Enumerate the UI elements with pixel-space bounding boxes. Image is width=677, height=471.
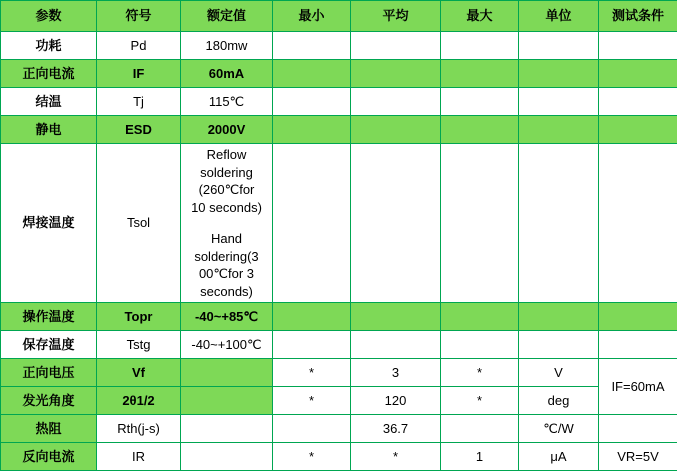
table-row — [1, 331, 677, 359]
row-param: 保存温度 — [1, 331, 97, 359]
row-condition — [599, 303, 677, 331]
row-max — [441, 60, 519, 88]
row-unit: ℃/W — [519, 415, 599, 443]
table-row — [1, 32, 677, 60]
row-max — [441, 32, 519, 60]
row-param: 功耗 — [1, 32, 97, 60]
row-max: * — [441, 359, 519, 387]
row-unit: V — [519, 359, 599, 387]
column-header-typ: 平均 — [351, 1, 441, 32]
row-rating: -40~+100℃ — [181, 331, 273, 359]
table-row — [1, 443, 677, 471]
column-header-max: 最大 — [441, 1, 519, 32]
row-max — [441, 331, 519, 359]
row-rating: 115℃ — [181, 88, 273, 116]
row-unit: deg — [519, 387, 599, 415]
row-max — [441, 144, 519, 303]
row-param: 正向电流 — [1, 60, 97, 88]
table-header — [1, 1, 677, 32]
row-min: * — [273, 387, 351, 415]
reflow-line-1: Reflow — [183, 146, 270, 164]
row-rating: 2000V — [181, 116, 273, 144]
row-typ — [351, 303, 441, 331]
row-param: 发光角度 — [1, 387, 97, 415]
row-rating — [181, 387, 273, 415]
row-typ: * — [351, 443, 441, 471]
column-header-symbol: 符号 — [97, 1, 181, 32]
row-symbol: Rth(j-s) — [97, 415, 181, 443]
column-header-rating: 额定值 — [181, 1, 273, 32]
hand-line-4: seconds) — [183, 283, 270, 301]
row-unit — [519, 144, 599, 303]
row-unit — [519, 331, 599, 359]
row-max — [441, 303, 519, 331]
row-param: 焊接温度 — [1, 144, 97, 303]
row-rating-solder — [181, 144, 273, 303]
row-min — [273, 331, 351, 359]
table-row — [1, 415, 677, 443]
row-condition — [599, 116, 677, 144]
table-row — [1, 387, 677, 415]
row-min — [273, 144, 351, 303]
row-condition — [599, 331, 677, 359]
row-param: 静电 — [1, 116, 97, 144]
row-symbol: IF — [97, 60, 181, 88]
table-row — [1, 144, 677, 303]
row-max — [441, 415, 519, 443]
row-condition — [599, 88, 677, 116]
row-rating — [181, 443, 273, 471]
row-min: * — [273, 359, 351, 387]
row-rating: -40~+85℃ — [181, 303, 273, 331]
row-typ — [351, 331, 441, 359]
column-header-param: 参数 — [1, 1, 97, 32]
row-symbol: IR — [97, 443, 181, 471]
row-param: 操作温度 — [1, 303, 97, 331]
row-min — [273, 32, 351, 60]
column-header-unit: 单位 — [519, 1, 599, 32]
row-max: 1 — [441, 443, 519, 471]
row-typ: 36.7 — [351, 415, 441, 443]
solder-spacer — [183, 216, 270, 230]
row-typ — [351, 88, 441, 116]
row-typ — [351, 32, 441, 60]
row-unit — [519, 60, 599, 88]
row-unit — [519, 88, 599, 116]
row-max — [441, 116, 519, 144]
hand-line-2: soldering(3 — [183, 248, 270, 266]
row-rating — [181, 415, 273, 443]
row-condition — [599, 32, 677, 60]
table-row — [1, 359, 677, 387]
row-unit — [519, 116, 599, 144]
hand-line-3: 00℃for 3 — [183, 265, 270, 283]
row-unit — [519, 32, 599, 60]
row-min — [273, 415, 351, 443]
row-symbol: 2θ1/2 — [97, 387, 181, 415]
row-max: * — [441, 387, 519, 415]
reflow-line-4: 10 seconds) — [183, 199, 270, 217]
row-unit — [519, 303, 599, 331]
row-param: 结温 — [1, 88, 97, 116]
table-body — [1, 32, 677, 471]
row-symbol: ESD — [97, 116, 181, 144]
row-typ — [351, 60, 441, 88]
row-min — [273, 60, 351, 88]
row-typ: 3 — [351, 359, 441, 387]
row-rating — [181, 359, 273, 387]
row-typ — [351, 116, 441, 144]
table-row — [1, 303, 677, 331]
row-max — [441, 88, 519, 116]
table-row — [1, 60, 677, 88]
hand-line-1: Hand — [183, 230, 270, 248]
reflow-line-2: soldering — [183, 164, 270, 182]
row-param: 反向电流 — [1, 443, 97, 471]
row-min: * — [273, 443, 351, 471]
row-rating: 60mA — [181, 60, 273, 88]
reflow-line-3: (260℃for — [183, 181, 270, 199]
table-row — [1, 116, 677, 144]
row-symbol: Tj — [97, 88, 181, 116]
row-rating: 180mw — [181, 32, 273, 60]
row-condition — [599, 60, 677, 88]
row-typ — [351, 144, 441, 303]
row-typ: 120 — [351, 387, 441, 415]
header-row — [1, 1, 677, 32]
row-param: 正向电压 — [1, 359, 97, 387]
row-param: 热阻 — [1, 415, 97, 443]
column-header-condition: 测试条件 — [599, 1, 677, 32]
row-condition: IF=60mA — [599, 359, 677, 415]
row-unit: μA — [519, 443, 599, 471]
row-symbol: Tsol — [97, 144, 181, 303]
row-symbol: Pd — [97, 32, 181, 60]
row-min — [273, 303, 351, 331]
table-row — [1, 88, 677, 116]
row-condition: VR=5V — [599, 443, 677, 471]
row-symbol: Vf — [97, 359, 181, 387]
row-symbol: Topr — [97, 303, 181, 331]
row-condition — [599, 144, 677, 303]
row-condition — [599, 415, 677, 443]
row-min — [273, 88, 351, 116]
column-header-min: 最小 — [273, 1, 351, 32]
row-symbol: Tstg — [97, 331, 181, 359]
row-min — [273, 116, 351, 144]
